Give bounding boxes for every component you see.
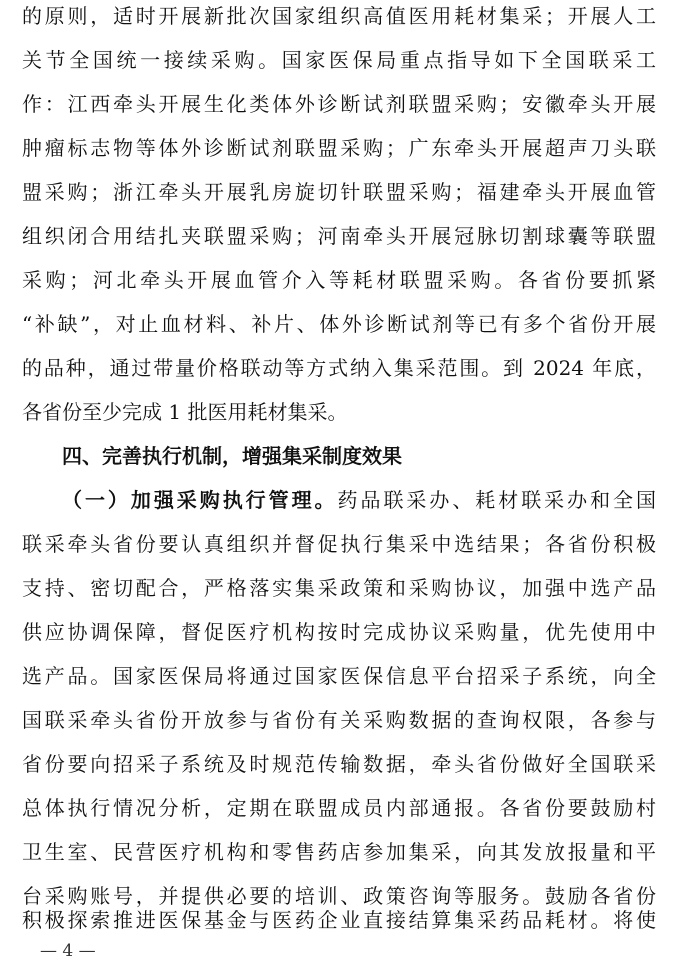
- subheading-title: （一）加强采购执行管理。: [62, 488, 338, 512]
- subheading-text: 药品联采办、耗材联采办和全国: [337, 488, 656, 512]
- section-heading: 四、完善执行机制，增强集采制度效果: [62, 444, 402, 468]
- subheading-line: [62, 488, 656, 512]
- body-line: 联采牵头省份要认真组织并督促执行集采中选结果；各省份积极: [22, 532, 656, 556]
- body-line: 供应协调保障，督促医疗机构按时完成协议采购量，优先使用中: [22, 620, 656, 644]
- body-line: 肿瘤标志物等体外诊断试剂联盟采购；广东牵头开展超声刀头联: [22, 136, 656, 160]
- body-line: 总体执行情况分析，定期在联盟成员内部通报。各省份要鼓励村: [22, 796, 656, 820]
- body-line: 各省份至少完成 1 批医用耗材集采。: [22, 400, 348, 424]
- body-line: 采购；河北牵头开展血管介入等耗材联盟采购。各省份要抓紧: [22, 268, 656, 292]
- body-line: 的品种，通过带量价格联动等方式纳入集采范围。到 2024 年底，: [22, 356, 656, 380]
- body-line: 作：江西牵头开展生化类体外诊断试剂联盟采购；安徽牵头开展: [22, 92, 656, 116]
- body-line: 省份要向招采子系统及时规范传输数据，牵头省份做好全国联采: [22, 752, 656, 776]
- body-line: 关节全国统一接续采购。国家医保局重点指导如下全国联采工: [22, 48, 656, 72]
- body-line: “补缺”，对止血材料、补片、体外诊断试剂等已有多个省份开展: [22, 312, 656, 336]
- body-line: 台采购账号，并提供必要的培训、政策咨询等服务。鼓励各省份: [22, 884, 656, 908]
- body-line: 支持、密切配合，严格落实集采政策和采购协议，加强中选产品: [22, 576, 656, 600]
- body-line: 国联采牵头省份开放参与省份有关采购数据的查询权限，各参与: [22, 708, 656, 732]
- body-line: 盟采购；浙江牵头开展乳房旋切针联盟采购；福建牵头开展血管: [22, 180, 656, 204]
- body-line: 卫生室、民营医疗机构和零售药店参加集采，向其发放报量和平: [22, 840, 656, 864]
- body-line: 组织闭合用结扎夹联盟采购；河南牵头开展冠脉切割球囊等联盟: [22, 224, 656, 248]
- body-line: 的原则，适时开展新批次国家组织高值医用耗材集采；开展人工: [22, 4, 656, 28]
- body-line: 积极探索推进医保基金与医药企业直接结算集采药品耗材。将使: [22, 908, 656, 932]
- body-line: 选产品。国家医保局将通过国家医保信息平台招采子系统，向全: [22, 664, 656, 688]
- page-number: — 4 —: [40, 941, 96, 961]
